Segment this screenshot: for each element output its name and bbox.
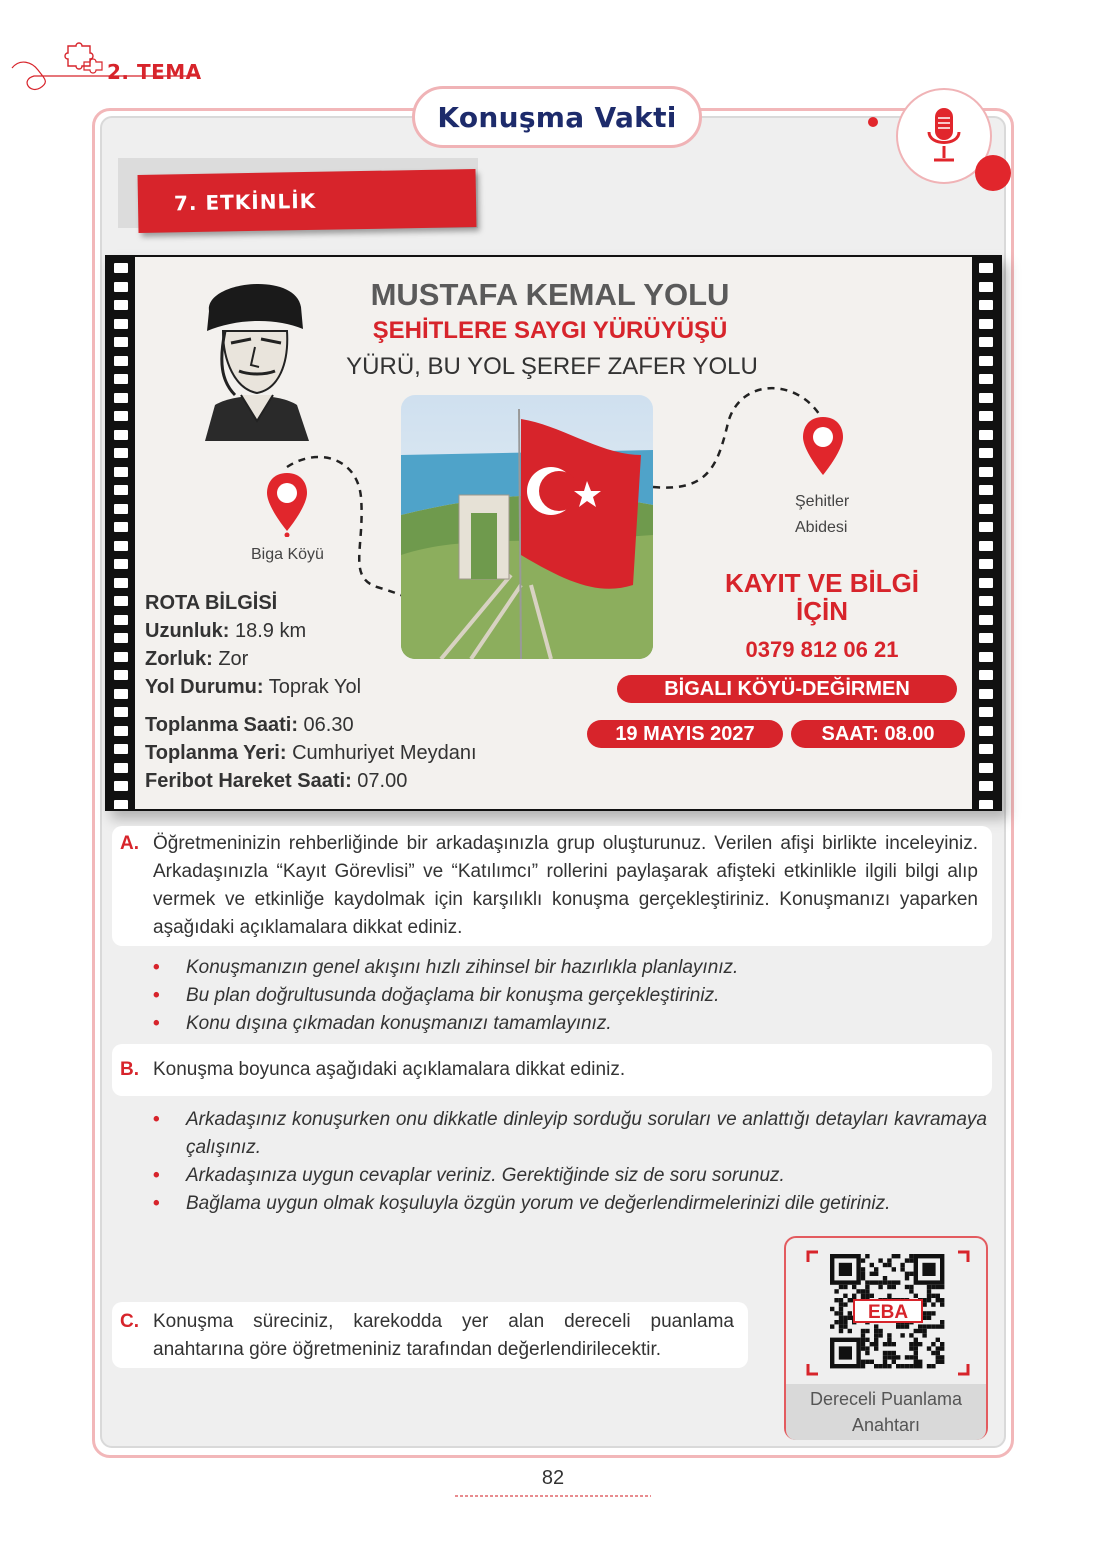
list-item: • Bağlama uygun olmak koşuluyla özgün yorum ve değerlendirmelerinizi dile getiriniz. (153, 1193, 891, 1214)
meeting-time: Toplanma Saati: 06.30 (145, 714, 354, 736)
route-info (145, 589, 477, 795)
list-item: • Konuşmanızın genel akışını hızlı zihinsel bir hazırlıkla planlayınız. (153, 957, 739, 978)
microphone-icon (924, 106, 964, 166)
route-info-length: Uzunluk: 18.9 km (145, 620, 307, 642)
decor-dot (868, 117, 878, 127)
list-item: • Arkadaşınız konuşurken onu dikkatle dinleyip sorduğu soruları ve anlattığı detayları kavramaya çalışınız. (153, 1109, 987, 1158)
route-info-title: ROTA BİLGİSİ (145, 592, 278, 614)
instruction-a-box (112, 826, 992, 946)
venue-badge: BİGALI KÖYÜ-DEĞİRMEN (617, 675, 957, 703)
instruction-c-box (112, 1302, 748, 1368)
page-number: 82 (541, 1467, 565, 1489)
instruction-c-letter: C. (120, 1311, 139, 1332)
poster-subtitle: ŞEHİTLERE SAYGI YÜRÜYÜŞÜ (372, 317, 728, 344)
tema-label: 2. TEMA (107, 60, 202, 84)
meeting-place: Toplanma Yeri: Cumhuriyet Meydanı (145, 742, 477, 764)
instruction-c-text: Konuşma süreciniz, karekodda yer alan dereceli puanlama anahtarına göre öğretmeniniz tarafından değerlendirilecektir. (153, 1311, 734, 1360)
instruction-b-text: Konuşma boyunca aşağıdaki açıklamalara dikkat ediniz. (153, 1059, 626, 1080)
activity-banner (138, 169, 477, 233)
eba-logo-text: EBA (867, 1302, 909, 1323)
location-pin-icon (265, 471, 309, 537)
list-item: • Bu plan doğrultusunda doğaçlama bir konuşma gerçekleştiriniz. (153, 985, 720, 1006)
list-item: • Arkadaşınıza uygun cevaplar veriniz. Gerektiğinde siz de soru sorunuz. (153, 1165, 785, 1186)
location-pin-icon (801, 415, 845, 481)
registration-phone: 0379 812 06 21 (745, 637, 899, 662)
event-poster (105, 255, 1002, 811)
section-title: Konuşma Vakti (437, 100, 677, 134)
end-location-label-2: Abidesi (795, 519, 848, 536)
decor-circle (975, 155, 1011, 191)
start-location-label: Biga Köyü (251, 546, 324, 563)
instruction-a-bullets (153, 954, 983, 1038)
route-info-difficulty: Zorluk: Zor (145, 648, 249, 670)
route-info-road: Yol Durumu: Toprak Yol (145, 676, 362, 698)
poster-motto: YÜRÜ, BU YOL ŞEREF ZAFER YOLU (346, 353, 758, 380)
page-divider (455, 1494, 651, 1498)
qr-code-icon[interactable] (786, 1238, 990, 1388)
end-location-label-1: Şehitler (795, 493, 850, 510)
section-title-pill (412, 86, 702, 148)
poster-title: MUSTAFA KEMAL YOLU (370, 277, 730, 312)
instruction-b-letter: B. (120, 1059, 139, 1080)
tema-header (10, 40, 210, 100)
activity-label: 7. ETKİNLİK (173, 188, 317, 216)
list-item: • Konu dışına çıkmadan konuşmanızı tamamlayınız. (153, 1013, 612, 1034)
date-badge: 19 MAYIS 2027 (587, 720, 783, 748)
instruction-b-box (112, 1044, 992, 1096)
instruction-b-bullets (153, 1106, 987, 1218)
registration-heading: KAYIT VE BİLGİ İÇİN (724, 568, 920, 626)
ferry-time: Feribot Hareket Saati: 07.00 (145, 770, 408, 792)
instruction-a-text: Öğretmeninizin rehberliğinde bir arkadaşınızla grup oluşturunuz. Verilen afişi birlikte inceleyiniz. Arkadaşınızla “Kayıt Görevlisi” ve “Katılımcı” rollerini paylaşarak afişteki etkinlikle ilgili bilgi alıp vermek ve etkinliğe kaydolmak için karşılıklı konuşma gerçekleştiriniz. Konuşmanızı yaparken aşağıdaki açıklamalara dikkat ediniz. (153, 833, 978, 938)
qr-label: Dereceli Puanlama Anahtarı (786, 1384, 986, 1440)
time-badge: SAAT: 08.00 (791, 720, 965, 748)
instruction-a-letter: A. (120, 833, 139, 854)
